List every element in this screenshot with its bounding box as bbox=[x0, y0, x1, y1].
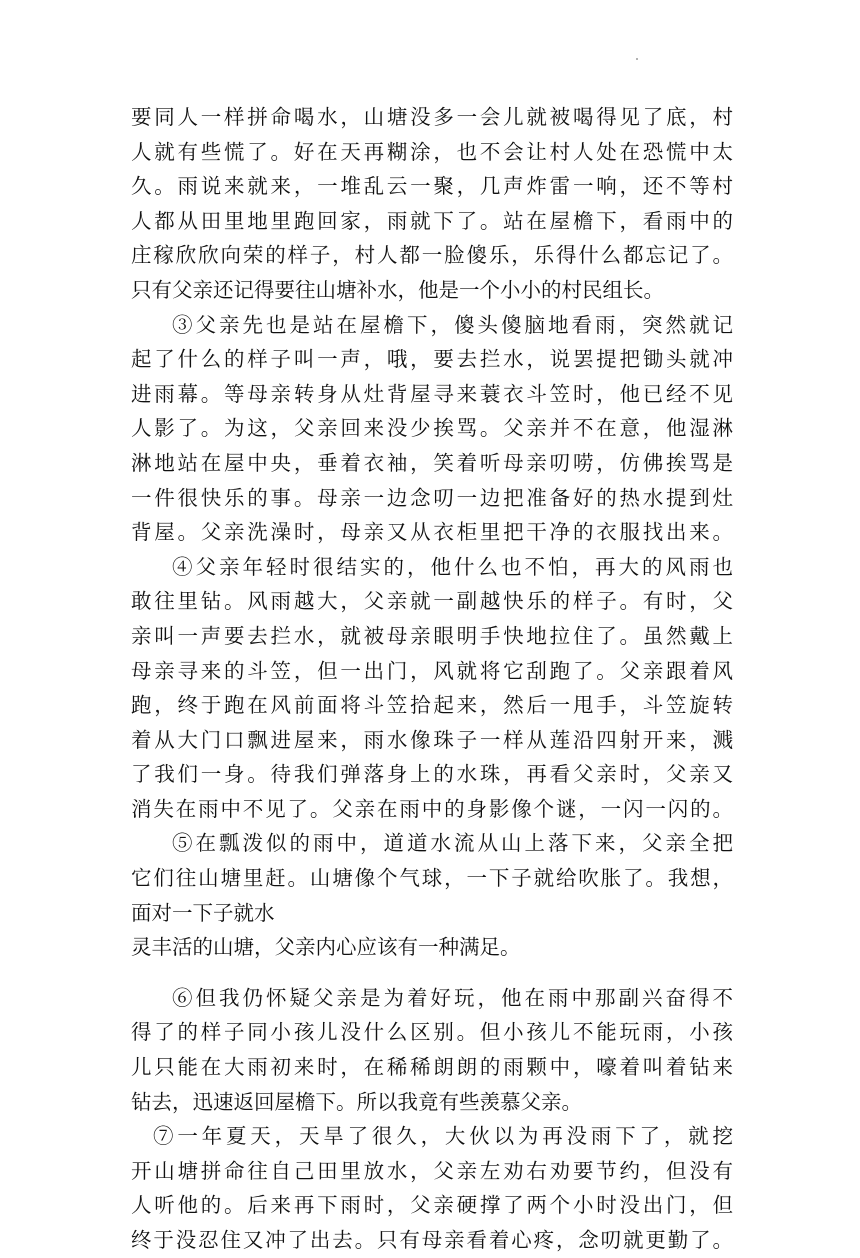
text-line: 人都从田里地里跑回家，雨就下了。站在屋檐下，看雨中的 bbox=[131, 208, 733, 233]
text-line: 了我们一身。待我们弹落身上的水珠，再看父亲时，父亲又 bbox=[131, 762, 733, 787]
paragraph-6 bbox=[131, 981, 733, 1119]
text-line: 淋地站在屋中央，垂着衣袖，笑着听母亲叨唠，仿佛挨骂是 bbox=[131, 450, 733, 475]
paragraph-7 bbox=[131, 1119, 733, 1257]
text-line: 进雨幕。等母亲转身从灶背屋寻来蓑衣斗笠时，他已经不见 bbox=[131, 381, 733, 406]
text-line: 只有父亲还记得要往山塘补水，他是一个小小的村民组长。 bbox=[131, 277, 664, 302]
text-line: 庄稼欣欣向荣的样子，村人都一脸傻乐，乐得什么都忘记了。 bbox=[131, 243, 733, 268]
text-line: 母亲寻来的斗笠，但一出门，风就将它刮跑了。父亲跟着风 bbox=[131, 658, 733, 683]
text-line: 灵丰活的山塘，父亲内心应该有一种满足。 bbox=[131, 935, 521, 960]
text-line: 久。雨说来就来，一堆乱云一聚，几声炸雷一响，还不等村 bbox=[131, 174, 733, 199]
text-line: 起了什么的样子叫一声，哦，要去拦水，说罢提把锄头就冲 bbox=[131, 347, 733, 372]
paragraph-gap bbox=[131, 965, 733, 981]
text-line: 得了的样子同小孩儿没什么区别。但小孩儿不能玩雨，小孩 bbox=[131, 1020, 733, 1045]
text-line: 钻去，迅速返回屋檐下。所以我竟有些羡慕父亲。 bbox=[131, 1089, 582, 1114]
paragraph-5 bbox=[131, 826, 733, 964]
text-line: 它们往山塘里赶。山塘像个气球，一下子就给吹胀了。我想， bbox=[131, 866, 733, 891]
text-line: 消失在雨中不见了。父亲在雨中的身影像个谜，一闪一闪的。 bbox=[131, 796, 733, 821]
text-line: 跑，终于跑在风前面将斗笠拾起来，然后一甩手，斗笠旋转 bbox=[131, 693, 733, 718]
text-line: 开山塘拼命往自己田里放水，父亲左劝右劝要节约，但没有 bbox=[131, 1158, 733, 1183]
article-body bbox=[131, 100, 733, 1258]
text-line: ④父亲年轻时很结实的，他什么也不怕，再大的风雨也 bbox=[172, 554, 733, 579]
text-line: 要同人一样拼命喝水，山塘没多一会儿就被喝得见了底，村 bbox=[131, 105, 733, 129]
text-line: 一件很快乐的事。母亲一边念叨一边把准备好的热水提到灶 bbox=[131, 485, 733, 510]
text-line: ⑦一年夏天，天旱了很久，大伙以为再没雨下了，就挖 bbox=[153, 1124, 733, 1149]
text-line: ⑤在瓢泼似的雨中，道道水流从山上落下来，父亲全把 bbox=[172, 831, 733, 856]
paragraph-4 bbox=[131, 550, 733, 827]
text-line: 着从大门口飘进屋来，雨水像珠子一样从莲沿四射开来，溅 bbox=[131, 727, 733, 752]
text-line: 人就有些慌了。好在天再糊涂，也不会让村人处在恐慌中太 bbox=[131, 139, 733, 164]
text-line: 亲叫一声要去拦水，就被母亲眼明手快地拉住了。虽然戴上 bbox=[131, 623, 733, 648]
text-line: 人听他的。后来再下雨时，父亲硬撑了两个小时没出门，但 bbox=[131, 1193, 733, 1218]
text-line: ⑥但我仍怀疑父亲是为着好玩，他在雨中那副兴奋得不 bbox=[172, 985, 733, 1010]
text-line: 终于没忍住又冲了出去。只有母亲看着心疼，念叨就更勤了。 bbox=[131, 1228, 733, 1252]
text-line: 儿只能在大雨初来时，在稀稀朗朗的雨颗中，嚎着叫着钻来 bbox=[131, 1055, 733, 1080]
paragraph-1 bbox=[131, 100, 733, 308]
text-line: 背屋。父亲洗澡时，母亲又从衣柜里把干净的衣服找出来。 bbox=[131, 520, 733, 545]
page-mark bbox=[636, 58, 638, 60]
text-line: 人影了。为这，父亲回来没少挨骂。父亲并不在意，他湿淋 bbox=[131, 416, 733, 441]
text-line: 面对一下子就水 bbox=[131, 900, 275, 925]
paragraph-3 bbox=[131, 308, 733, 550]
text-line: ③父亲先也是站在屋檐下，傻头傻脑地看雨，突然就记 bbox=[172, 312, 733, 337]
text-line: 敢往里钻。风雨越大，父亲就一副越快乐的样子。有时，父 bbox=[131, 589, 733, 614]
